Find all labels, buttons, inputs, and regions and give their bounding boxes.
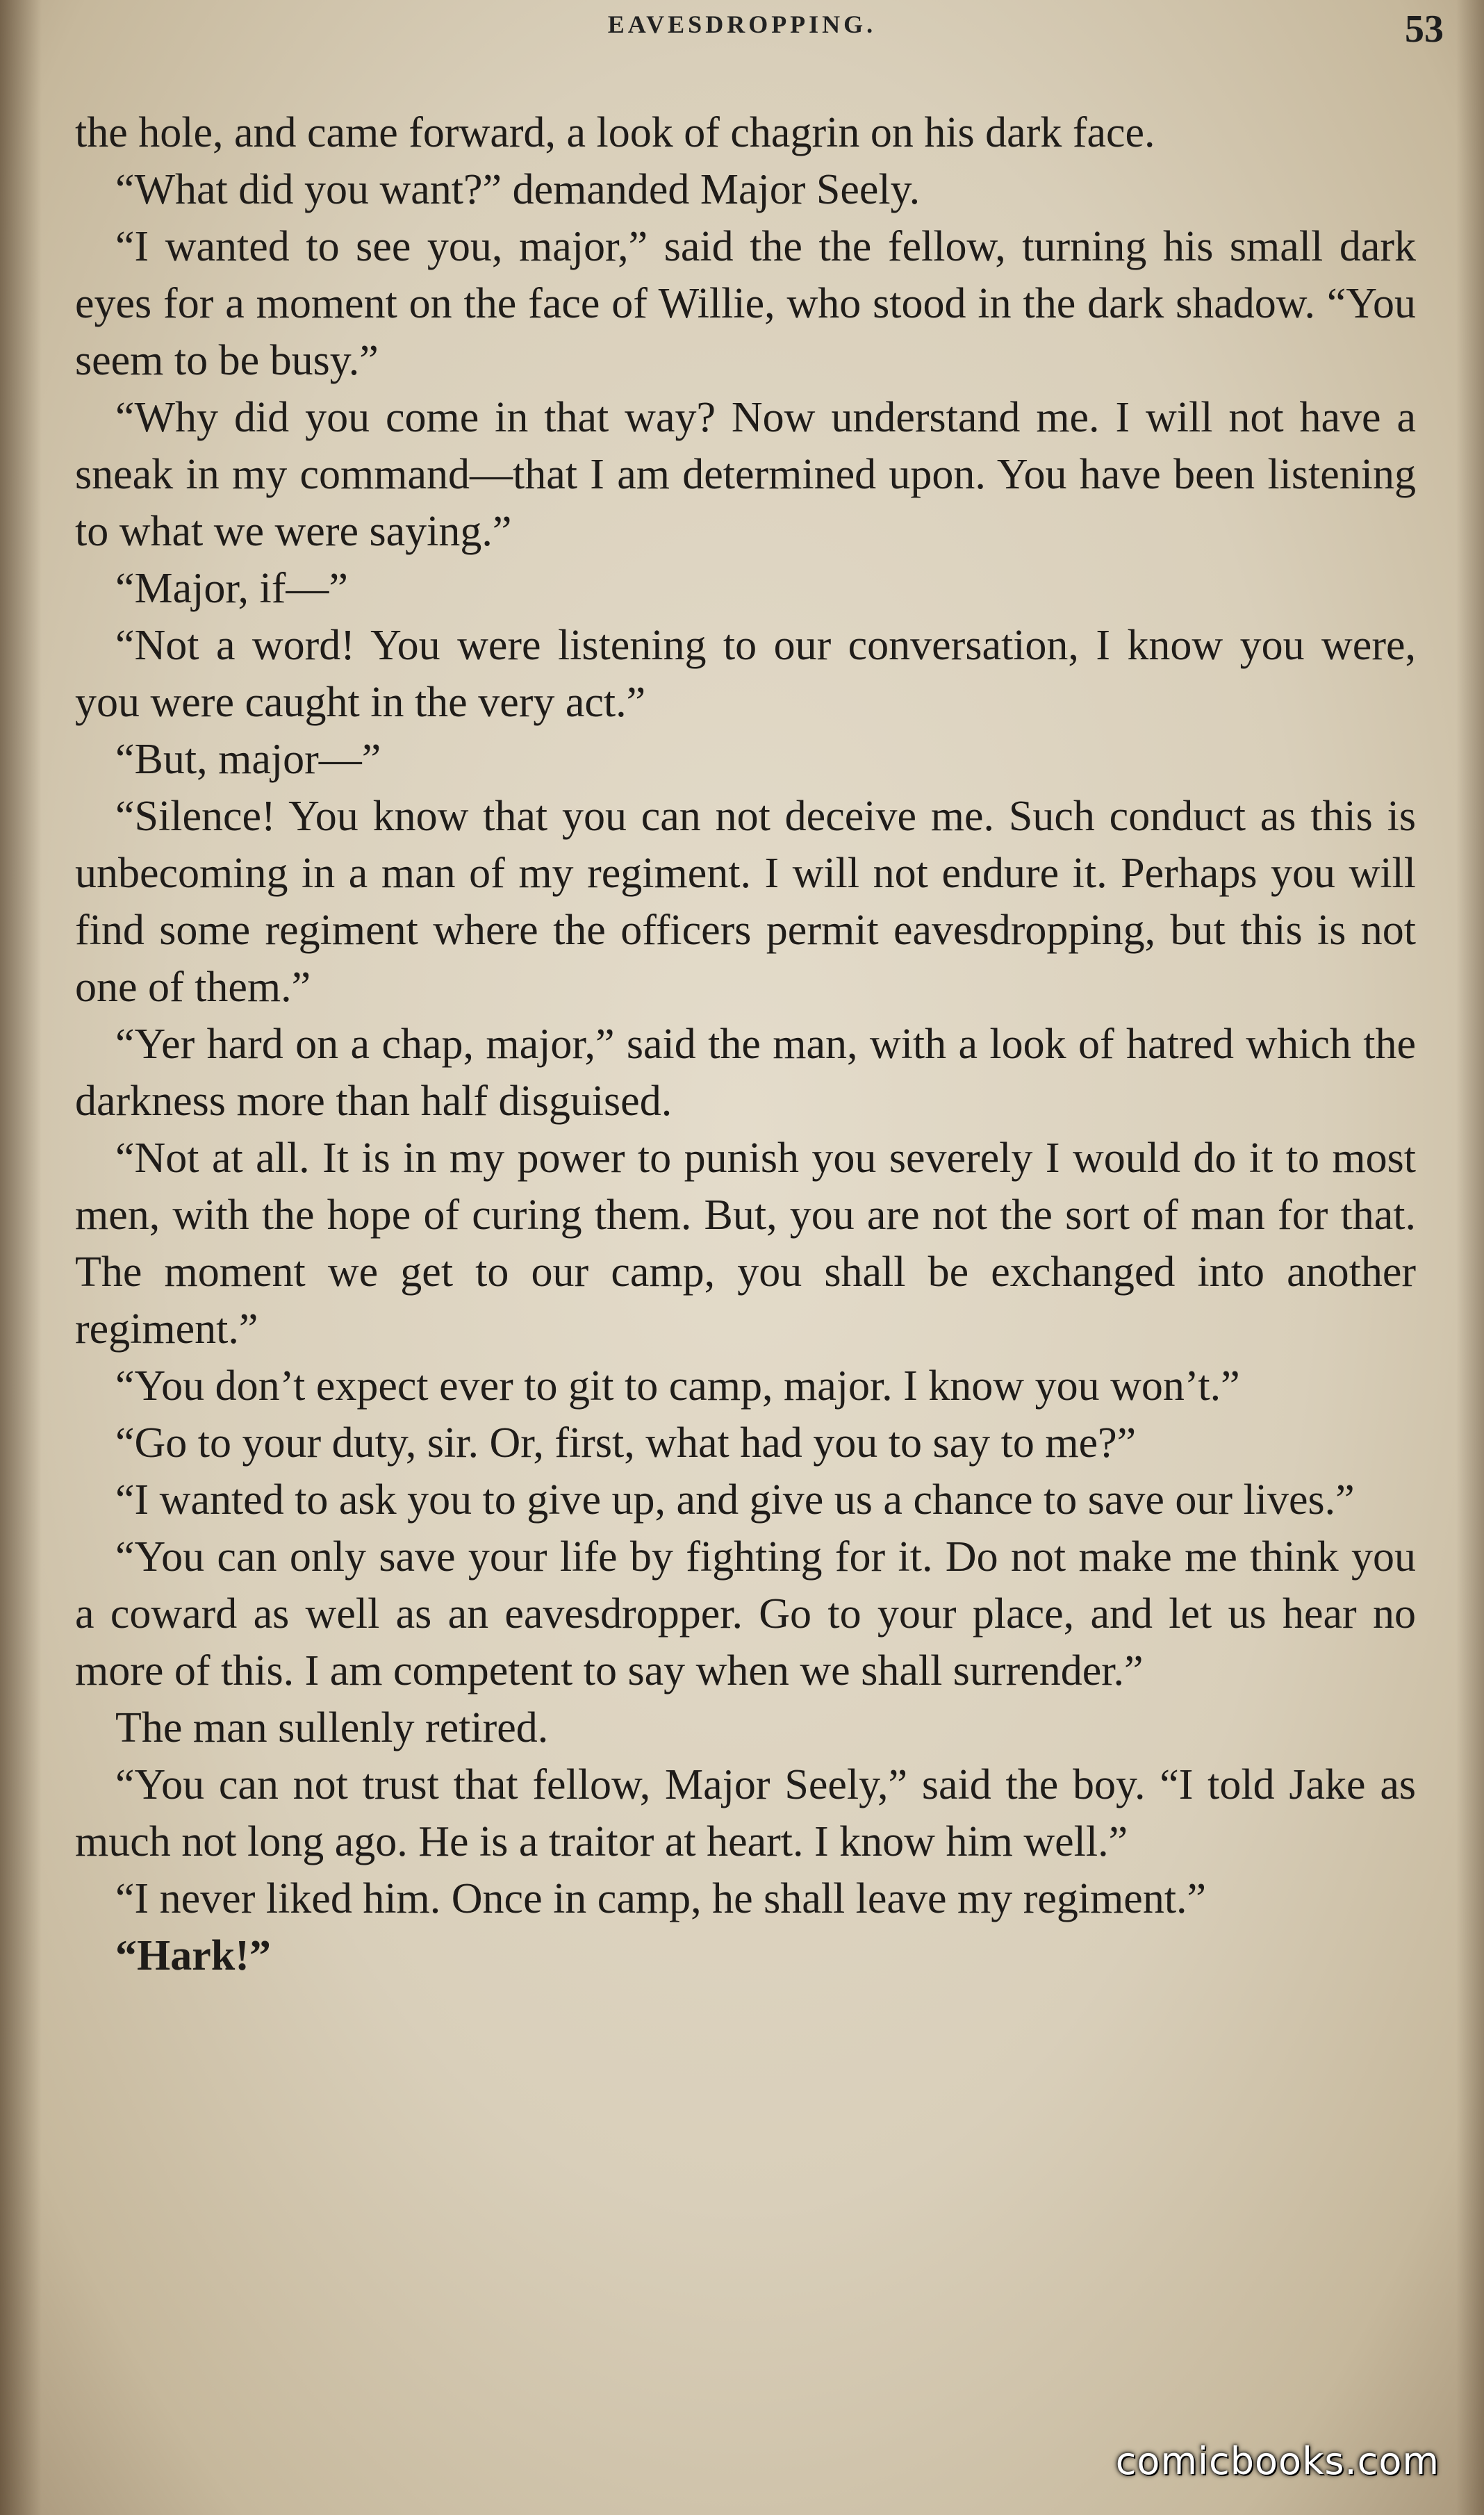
paragraph: “Go to your duty, sir. Or, first, what had you to say to me?” xyxy=(115,1419,1137,1467)
paragraph: “You don’t expect ever to git to camp, major. I know you won’t.” xyxy=(115,1362,1240,1410)
paragraph: “What did you want?” demanded Major Seely. xyxy=(115,166,921,213)
paragraph: the hole, and came forward, a look of chagrin on his dark face. xyxy=(75,109,1155,156)
page-shadow-right xyxy=(1456,0,1484,2515)
paragraph: “Why did you come in that way? Now understand me. I will not have a sneak in my command—that I am determined upon. You have been listening to what we were saying.” xyxy=(75,394,1416,555)
paragraph: “Silence! You know that you can not deceive me. Such conduct as this is unbecoming in a man of my regiment. I will not endure it. Perhaps you will find some regiment where the officers permit eavesdropping, but this is not one of them.” xyxy=(75,793,1416,1011)
paragraph: “Yer hard on a chap, major,” said the man, with a look of hatred which the darkness more than half disguised. xyxy=(75,1021,1416,1125)
paragraph: “Major, if—” xyxy=(115,565,348,612)
paragraph: “I wanted to see you, major,” said the the fellow, turning his small dark eyes for a moment on the face of Willie, who stood in the dark shadow. “You seem to be busy.” xyxy=(75,223,1416,384)
paragraph: “But, major—” xyxy=(115,736,381,783)
page-number: 53 xyxy=(1405,8,1444,51)
running-title: EAVESDROPPING. xyxy=(607,10,877,38)
running-head xyxy=(0,10,1484,58)
page-shadow-left xyxy=(0,0,42,2515)
watermark: comicbooks.com xyxy=(1115,2439,1440,2483)
paragraph: The man sullenly retired. xyxy=(115,1704,549,1751)
paragraph: “I wanted to ask you to give up, and give us a chance to save our lives.” xyxy=(115,1476,1355,1524)
paragraph: “Not a word! You were listening to our conversation, I know you were, you were caught in the very act.” xyxy=(75,622,1416,726)
paragraph: “You can only save your life by fighting for it. Do not make me think you a coward as well as an eavesdropper. Go to your place, and let us hear no more of this. I am competent to say when we shall surrender.” xyxy=(75,1533,1416,1694)
paragraph: “You can not trust that fellow, Major Seely,” said the boy. “I told Jake as much not long ago. He is a traitor at heart. I know him well.” xyxy=(75,1761,1416,1865)
body-text xyxy=(75,104,1416,1984)
paragraph: “I never liked him. Once in camp, he shall leave my regiment.” xyxy=(115,1875,1207,1922)
paragraph: “Hark!” xyxy=(115,1932,271,1979)
paragraph: “Not at all. It is in my power to punish you severely I would do it to most men, with the hope of curing them. But, you are not the sort of man for that. The moment we get to our camp, you shall be exchanged into another regiment.” xyxy=(75,1135,1416,1353)
